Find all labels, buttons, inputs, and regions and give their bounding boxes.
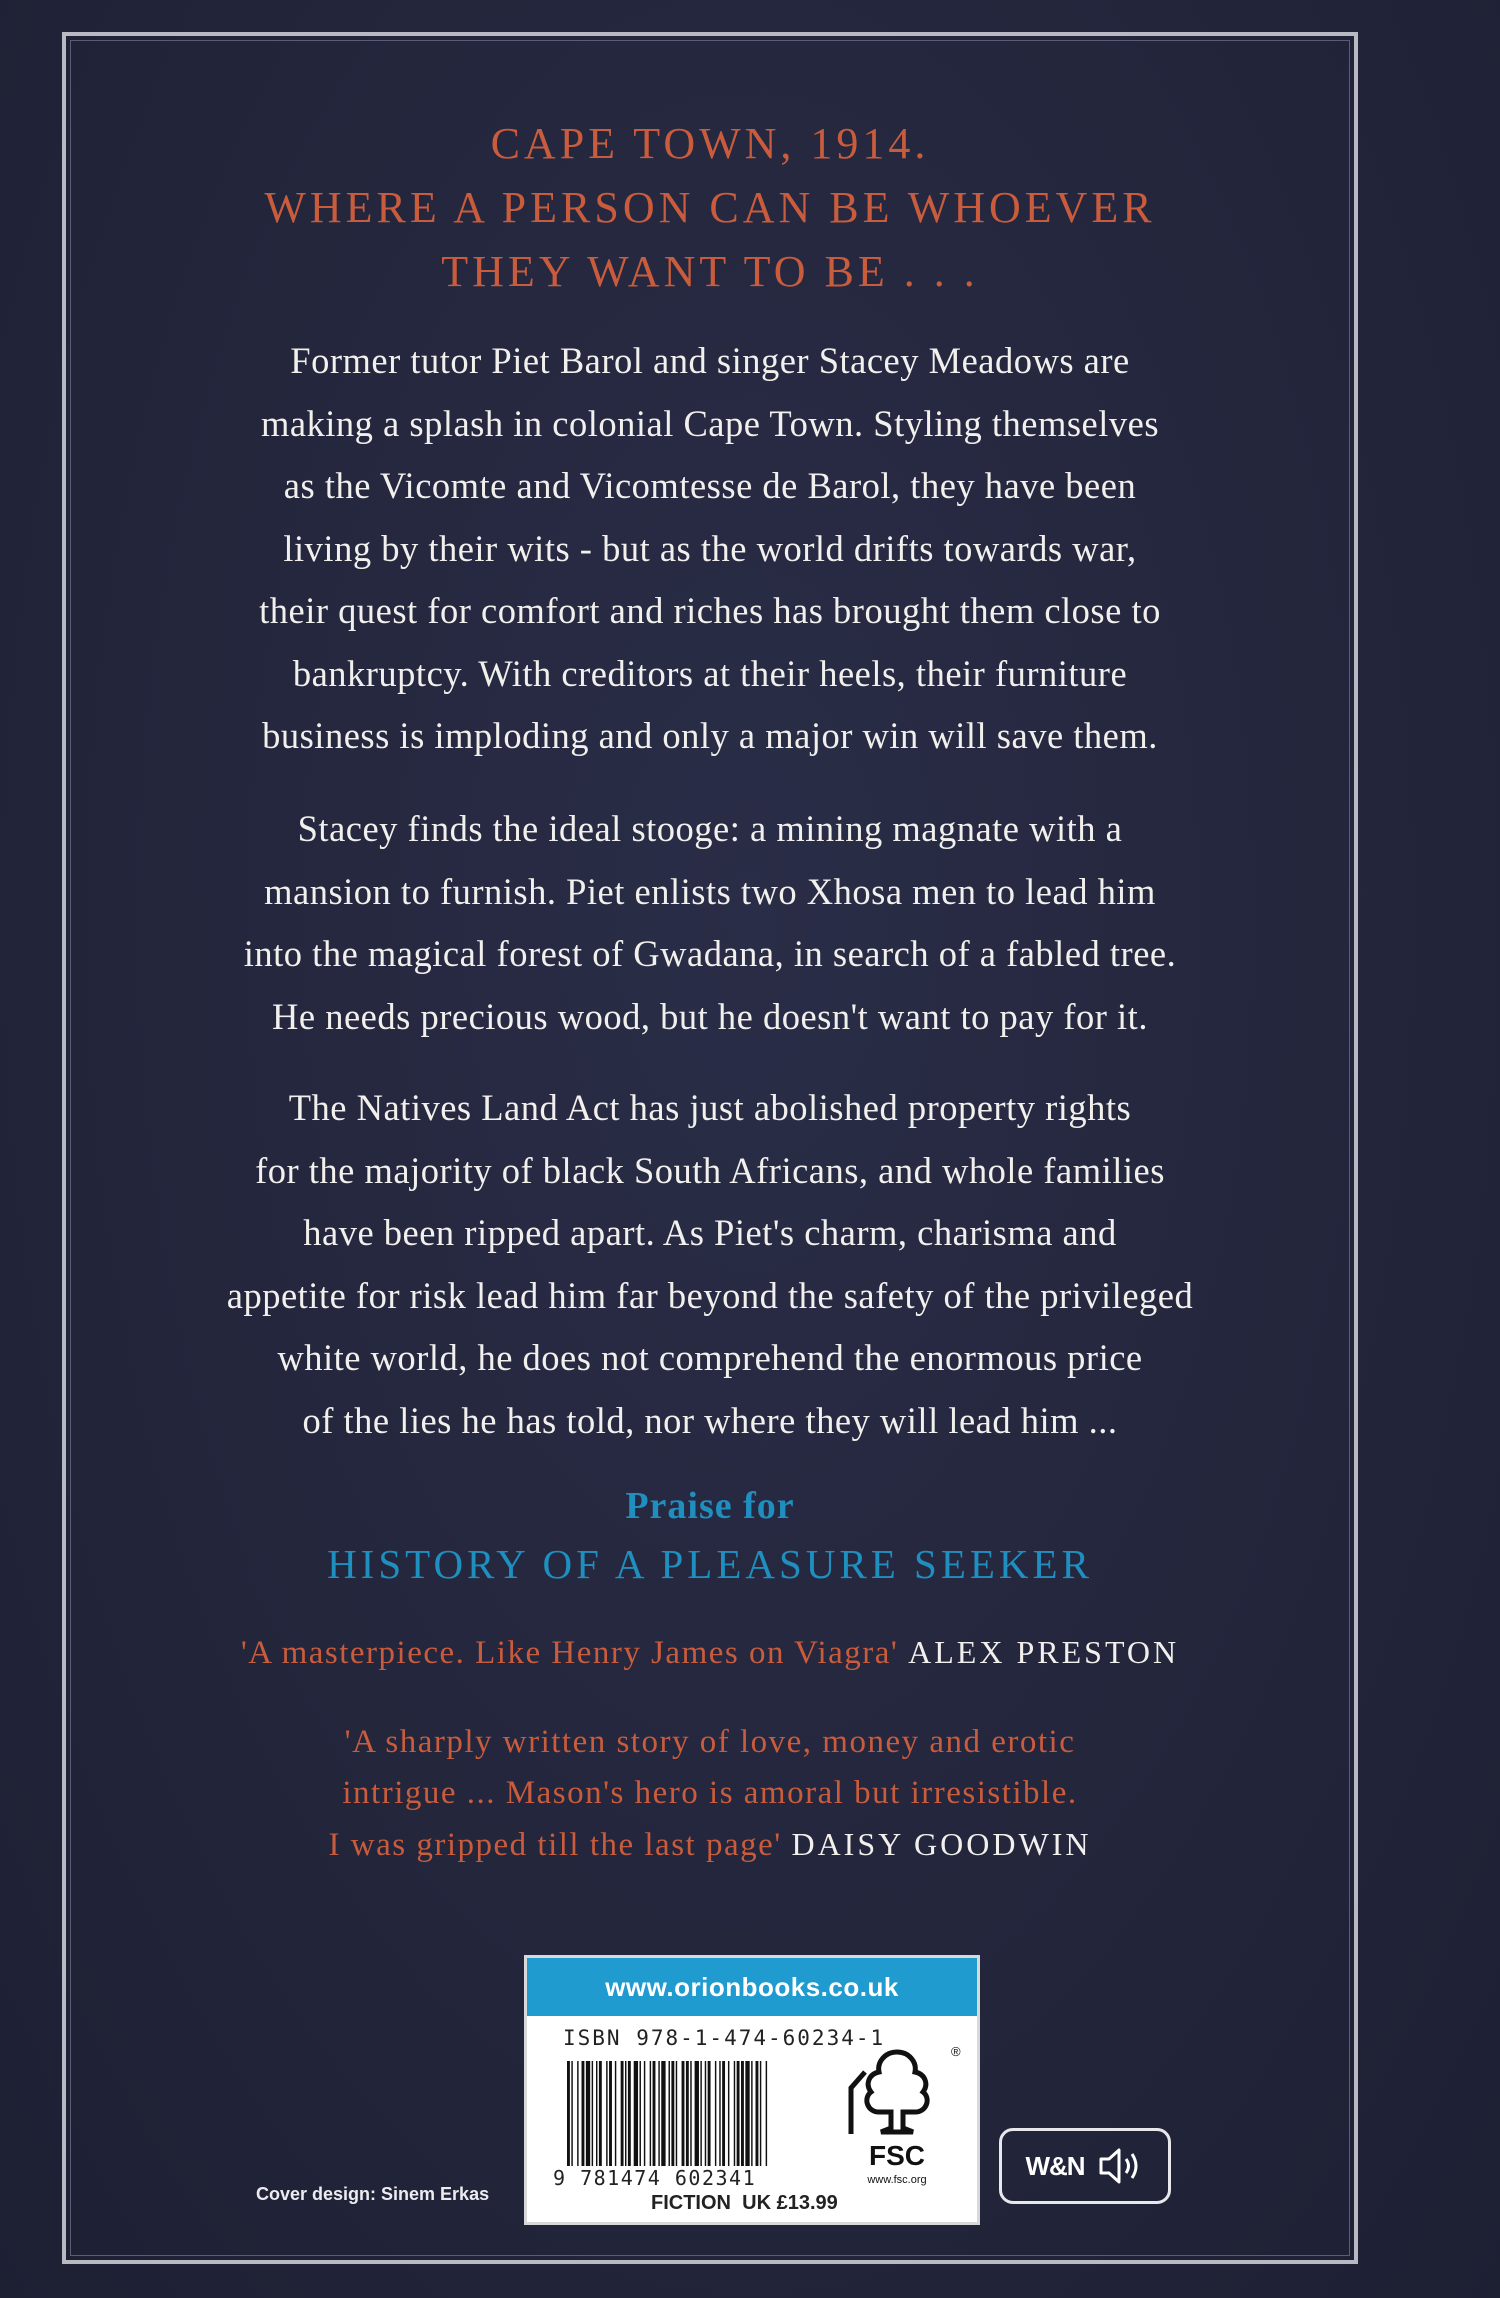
barcode-bar [708, 2061, 711, 2166]
blurb-line: Stacey finds the ideal stooge: a mining magnate with a [297, 808, 1123, 849]
blurb-line: white world, he does not comprehend the enormous price [277, 1337, 1143, 1378]
barcode-bar [705, 2061, 706, 2166]
quote-line: I was gripped till the last page' [328, 1827, 782, 1863]
quote-attribution: DAISY GOODWIN [791, 1826, 1092, 1862]
barcode-bar [686, 2061, 689, 2166]
fsc-tree-icon [847, 2044, 947, 2140]
barcode-bar [671, 2061, 674, 2166]
barcode-bar [682, 2061, 685, 2166]
barcode-bar [741, 2061, 744, 2166]
praise-book-title: HISTORY OF A PLEASURE SEEKER [327, 1541, 1093, 1587]
barcode-bar [661, 2061, 665, 2166]
wn-logo: W&N [1025, 2150, 1085, 2181]
review-quote-2 [62, 1717, 1358, 1871]
barcode-bar [719, 2061, 720, 2166]
barcode-bar [650, 2061, 651, 2166]
fsc-logo [847, 2044, 965, 2194]
blurb-line: The Natives Land Act has just abolished property rights [288, 1087, 1132, 1128]
barcode-bar [582, 2061, 585, 2166]
barcode-bar [644, 2061, 645, 2166]
blurb-paragraph-3 [62, 1077, 1358, 1452]
blurb-line: appetite for risk lead him far beyond the safety of the privileged [226, 1274, 1194, 1316]
barcode-digits: 9 781474 602341 [553, 2166, 757, 2190]
blurb-line: for the majority of black South Africans, and whole families [255, 1149, 1165, 1191]
barcode-bar [640, 2061, 641, 2166]
barcode-bar [737, 2061, 740, 2166]
publisher-url[interactable]: www.orionbooks.co.uk [527, 1958, 977, 2016]
barcode-bar [700, 2061, 701, 2166]
blurb-line: have been ripped apart. As Piet's charm, charisma and [303, 1212, 1117, 1253]
barcode-bar [586, 2061, 590, 2166]
barcode-bar [734, 2061, 735, 2166]
barcode-image [567, 2061, 835, 2166]
audio-speaker-icon [1097, 2144, 1145, 2188]
barcode-bar [728, 2061, 729, 2166]
blurb-line: bankruptcy. With creditors at their heels, their furniture [292, 652, 1128, 694]
barcode-bar [745, 2061, 749, 2166]
blurb-line: He needs precious wood, but he doesn't want to pay for it. [272, 995, 1148, 1037]
quote-attribution: ALEX PRESTON [908, 1634, 1180, 1670]
blurb-line: into the magical forest of Gwadana, in search of a fabled tree. [243, 933, 1177, 974]
cover-design-credit: Cover design: Sinem Erkas [256, 2184, 490, 2204]
barcode-bar [751, 2061, 752, 2166]
quote-line: 'A sharply written story of love, money and erotic [344, 1724, 1076, 1760]
barcode-bar [599, 2061, 602, 2166]
blurb-paragraph-1 [62, 330, 1358, 768]
price-label: UK £13.99 [742, 2192, 838, 2214]
barcode-bar [609, 2061, 612, 2166]
blurb-line: mansion to furnish. Piet enlists two Xhosa men to lead him [264, 870, 1156, 912]
barcode-bar [653, 2061, 656, 2166]
barcode-bar [676, 2061, 677, 2166]
barcode-bar [756, 2061, 759, 2166]
barcode-bar [596, 2061, 597, 2166]
barcode-bar [715, 2061, 716, 2166]
barcode-bar [766, 2061, 767, 2166]
blurb-line: of the lies he has told, nor where they will lead him ... [302, 1399, 1118, 1441]
barcode-bar [658, 2061, 659, 2166]
blurb-line: as the Vicomte and Vicomtesse de Barol, they have been [283, 465, 1137, 506]
publisher-badge [999, 2128, 1171, 2204]
barcode-bar [695, 2061, 699, 2166]
barcode-bar [625, 2061, 626, 2166]
isbn-number: ISBN 978-1-474-60234-1 [563, 2026, 886, 2050]
praise-label: Praise for [625, 1485, 795, 1527]
barcode-bar [634, 2061, 638, 2166]
category-label: FICTION [651, 2192, 731, 2214]
barcode-bar [628, 2061, 631, 2166]
headline-line-1: CAPE TOWN, 1914. [490, 119, 930, 168]
quote-text: 'A masterpiece. Like Henry James on Viagra' [240, 1635, 899, 1671]
blurb-paragraph-2 [62, 798, 1358, 1048]
barcode-bar [577, 2061, 578, 2166]
registered-mark: ® [951, 2044, 961, 2059]
barcode-bar [615, 2061, 616, 2166]
barcode-bar [592, 2061, 593, 2166]
headline-line-3: THEY WANT TO BE . . . [441, 247, 979, 296]
fsc-url: www.fsc.org [867, 2174, 927, 2186]
review-quote-1 [62, 1627, 1358, 1679]
fsc-label: FSC [869, 2140, 925, 2171]
blurb-line: Former tutor Piet Barol and singer Stacey Meadows are [290, 340, 1130, 381]
blurb-line: business is imploding and only a major win will save them. [262, 715, 1158, 756]
quote-line: intrigue ... Mason's hero is amoral but irresistible. [342, 1775, 1078, 1811]
barcode-bar [760, 2061, 761, 2166]
headline-line-2: WHERE A PERSON CAN BE WHOEVER [264, 183, 1156, 232]
headline [62, 112, 1358, 304]
blurb-line: making a splash in colonial Cape Town. Styling themselves [260, 402, 1160, 444]
barcode-bar [690, 2061, 691, 2166]
barcode-panel [524, 1955, 980, 2225]
blurb-line: their quest for comfort and riches has brought them close to [259, 590, 1161, 631]
price-line [651, 2192, 838, 2215]
barcode-bar [621, 2061, 624, 2166]
barcode-bar [669, 2061, 670, 2166]
blurb-line: living by their wits - but as the world drifts towards war, [283, 527, 1137, 569]
barcode-bar [722, 2061, 725, 2166]
barcode-bar [606, 2061, 607, 2166]
barcode-bar [571, 2061, 572, 2166]
barcode-bar [567, 2061, 570, 2166]
